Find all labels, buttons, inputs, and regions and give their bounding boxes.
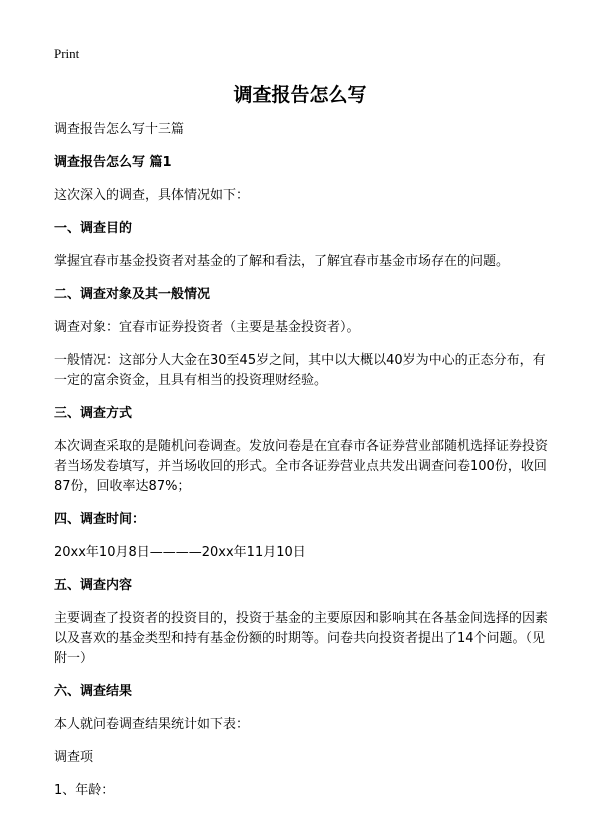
document-subtitle: 调查报告怎么写十三篇	[54, 122, 185, 137]
paragraph-time: 20xx年10月8日————20xx年11月10日	[54, 545, 306, 560]
paragraph-results: 本人就问卷调查结果统计如下表：	[54, 717, 250, 732]
heading-subjects: 二、调查对象及其一般情况	[54, 287, 211, 302]
intro-paragraph: 这次深入的调查，具体情况如下：	[54, 188, 250, 203]
paragraph-age: 1、年龄：	[54, 783, 115, 798]
paragraph-subjects: 调查对象：宜春市证券投资者（主要是基金投资者）。	[54, 320, 360, 335]
section-title: 调查报告怎么写 篇1	[54, 155, 172, 170]
paragraph-general-situation: 一般情况：这部分人大金在30至45岁之间，其中以大概以40岁为中心的正态分布，有一定的富余资金，且具有相当的投资理财经验。	[54, 353, 546, 388]
page-title: 调查报告怎么写	[233, 84, 367, 106]
heading-time: 四、调查时间：	[54, 512, 146, 527]
print-link[interactable]: Print	[54, 46, 80, 61]
document-body	[54, 120, 558, 814]
paragraph-content: 主要调查了投资者的投资目的，投资于基金的主要原因和影响其在各基金间选择的因素以及喜欢的基金类型和持有基金份额的时期等。问卷共向投资者提出了14个问题。（见附一）	[54, 611, 549, 666]
paragraph-survey-item: 调查项	[54, 750, 94, 765]
heading-purpose: 一、调查目的	[54, 221, 133, 236]
paragraph-purpose: 掌握宜春市基金投资者对基金的了解和看法，了解宜春市基金市场存在的问题。	[54, 254, 510, 269]
heading-content: 五、调查内容	[54, 578, 133, 593]
paragraph-method: 本次调查采取的是随机问卷调查。发放问卷是在宜春市各证券营业部随机选择证券投资者当场发卷填写，并当场收回的形式。全市各证券营业点共发出调查问卷100份，收回87份，回收率达87%；	[54, 439, 549, 494]
heading-results: 六、调查结果	[54, 684, 133, 699]
heading-method: 三、调查方式	[54, 406, 133, 421]
